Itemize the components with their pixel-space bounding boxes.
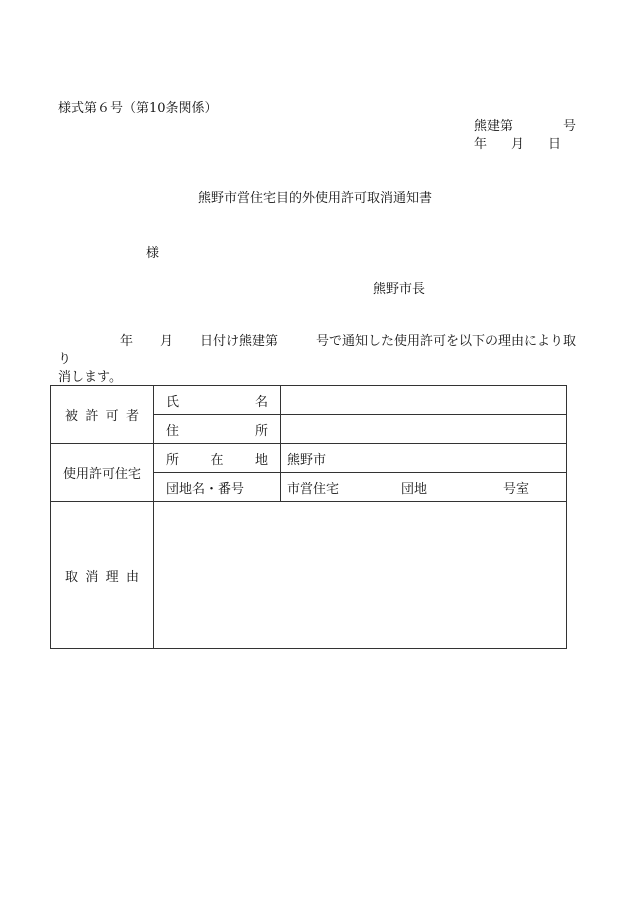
body-day-reference: 日付け熊建第 bbox=[200, 334, 279, 349]
reason-label: 取 消 理 由 bbox=[51, 502, 154, 649]
body-year: 年 bbox=[120, 334, 134, 349]
complex-mid: 団地 bbox=[401, 481, 428, 497]
issue-date bbox=[474, 133, 561, 152]
issue-day: 日 bbox=[548, 137, 562, 152]
body-sentence-2: 消します。 bbox=[58, 370, 122, 385]
complex-value bbox=[281, 473, 567, 502]
permittee-label: 被 許 可 者 bbox=[51, 386, 154, 444]
reference-prefix: 熊建第 bbox=[474, 119, 514, 134]
table-row bbox=[51, 502, 567, 649]
reference-number bbox=[474, 115, 576, 134]
issue-month: 月 bbox=[511, 137, 525, 152]
issuer-name: 熊野市長 bbox=[373, 282, 426, 297]
table-row bbox=[51, 386, 567, 415]
complex-label: 団地名・番号 bbox=[154, 473, 281, 502]
body-sentence-1: 号で通知した使用許可を以下の理由により取り bbox=[58, 334, 577, 367]
body-month: 月 bbox=[160, 334, 174, 349]
table-row bbox=[51, 444, 567, 473]
address-label: 住 所 bbox=[154, 415, 281, 444]
document-title: 熊野市営住宅目的外使用許可取消通知書 bbox=[197, 191, 432, 206]
housing-label: 使用許可住宅 bbox=[51, 444, 154, 502]
permit-info-table bbox=[50, 385, 567, 649]
complex-prefix: 市営住宅 bbox=[287, 481, 340, 497]
complex-suffix: 号室 bbox=[503, 481, 530, 497]
reference-suffix: 号 bbox=[563, 119, 577, 134]
address-value bbox=[281, 415, 567, 444]
location-value: 熊野市 bbox=[281, 444, 567, 473]
name-value bbox=[281, 386, 567, 415]
reason-value bbox=[154, 502, 567, 649]
notice-body bbox=[58, 333, 578, 387]
form-label: 様式第６号（第10条関係） bbox=[58, 101, 218, 116]
location-label: 所 在 地 bbox=[154, 444, 281, 473]
name-label: 氏 名 bbox=[154, 386, 281, 415]
issue-year: 年 bbox=[474, 137, 488, 152]
addressee-honorific: 様 bbox=[146, 246, 160, 261]
